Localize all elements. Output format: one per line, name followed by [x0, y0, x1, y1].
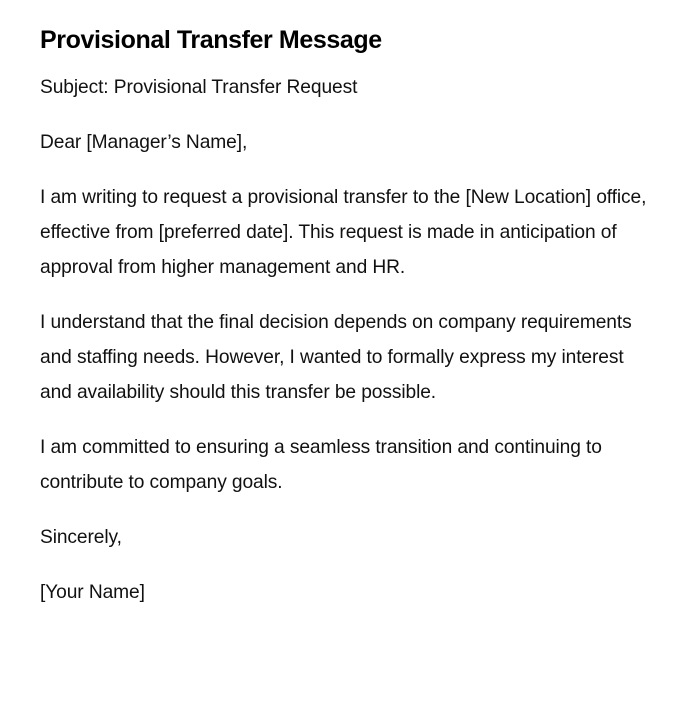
body-paragraph-1: I am writing to request a provisional transfer to the [New Location] office, effective from [preferred date]. This request is made in anticipation of approval from higher management and HR. [40, 187, 647, 278]
signature: [Your Name] [40, 582, 145, 603]
salutation: Dear [Manager’s Name], [40, 132, 248, 153]
page-title: Provisional Transfer Message [40, 26, 382, 54]
subject-line: Subject: Provisional Transfer Request [40, 77, 358, 98]
body-paragraph-2: I understand that the final decision depends on company requirements and staffing needs. However, I wanted to formally express my interest and availability should this transfer be possible. [40, 312, 632, 403]
body-paragraph-3: I am committed to ensuring a seamless transition and continuing to contribute to company goals. [40, 437, 602, 493]
closing: Sincerely, [40, 527, 122, 548]
